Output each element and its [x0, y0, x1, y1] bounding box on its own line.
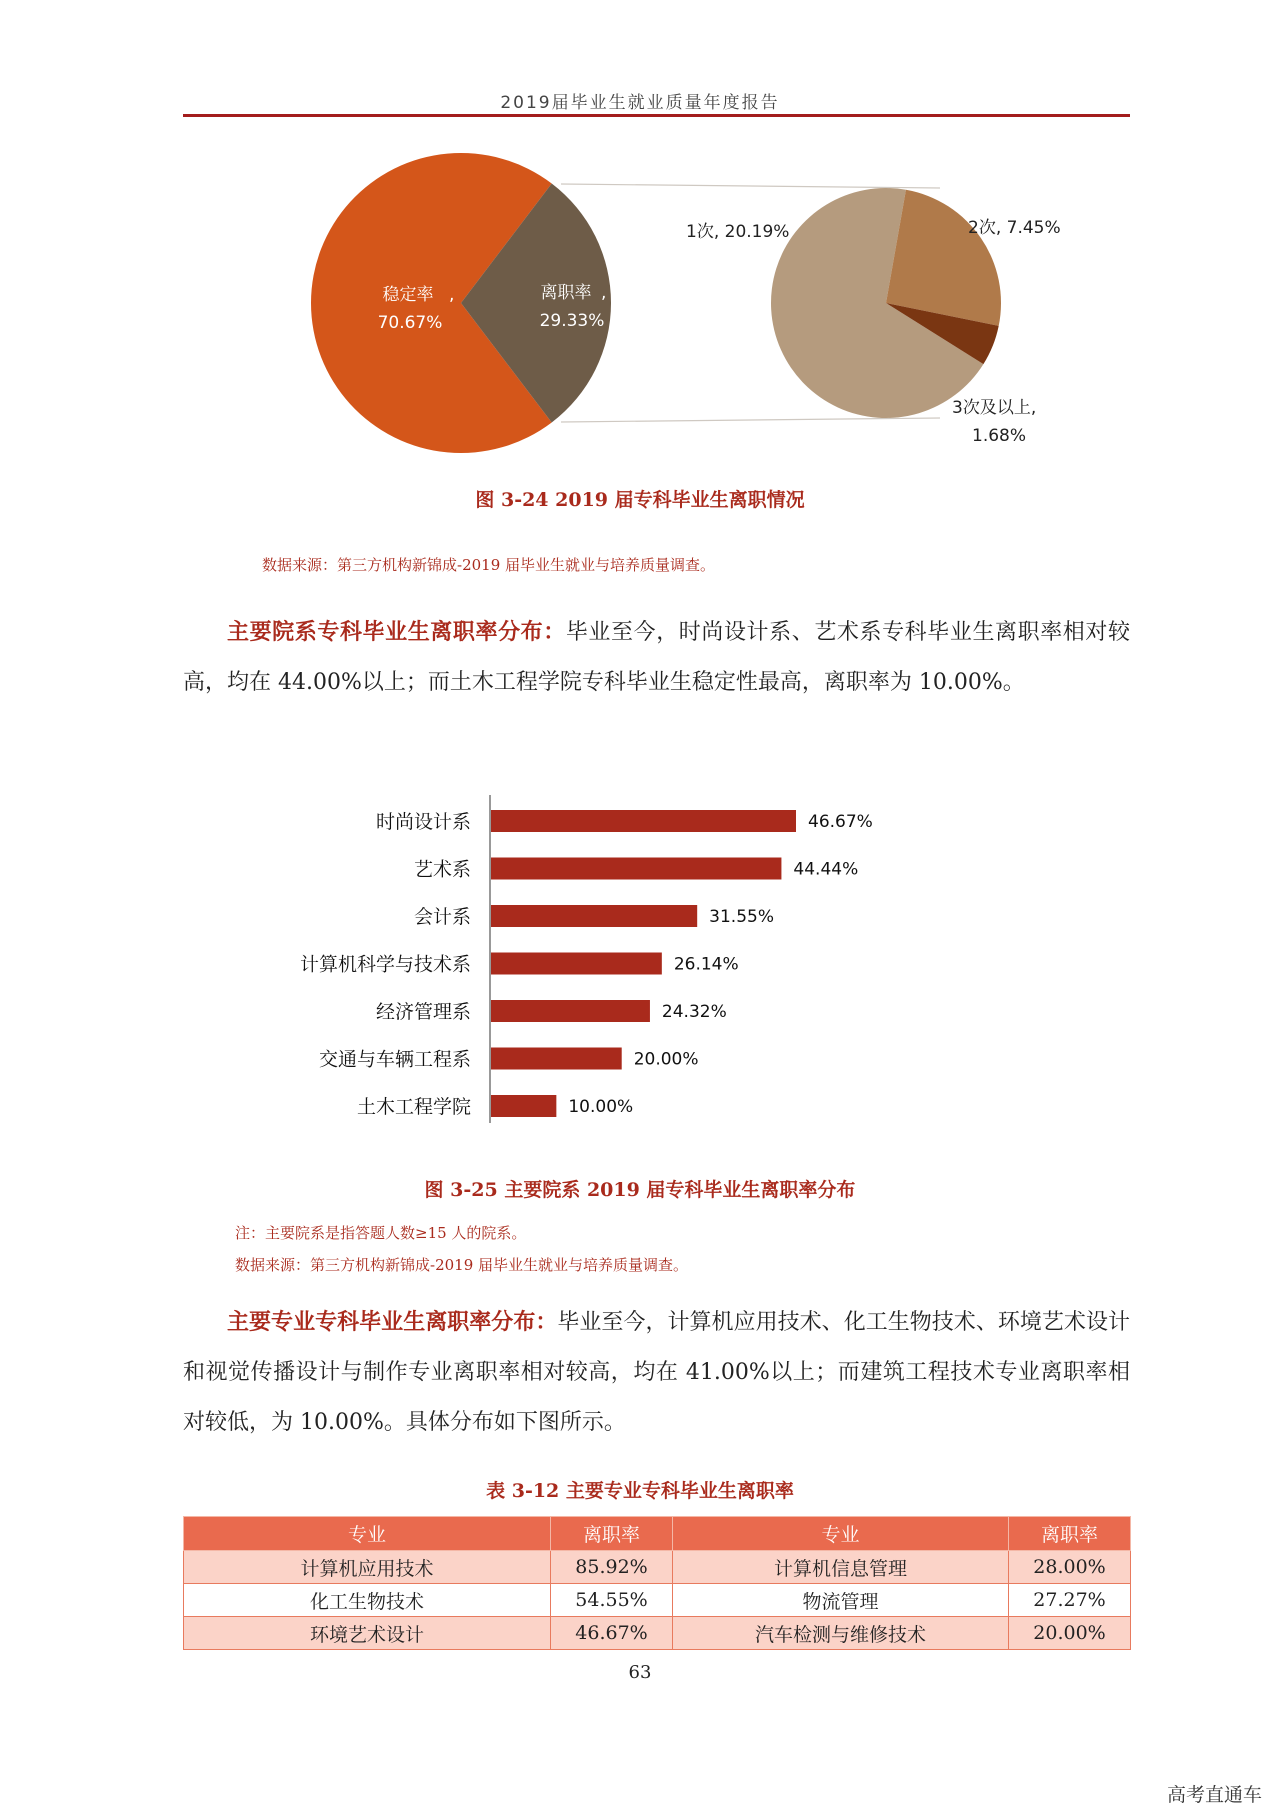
table-header-rate: 离职率: [551, 1517, 673, 1551]
sub-pie-label-once: 1次, 20.19%: [686, 222, 790, 242]
department-turnover-bar-chart: [0, 790, 1280, 1130]
bar: [491, 1000, 650, 1022]
paragraph-body: 毕业至今，时尚设计系、艺术系专科毕业生离职率相对较高，均在 44.00%以上；而土木工程学院专科毕业生稳定性最高，离职率为 10.00%。: [183, 620, 1130, 695]
table-cell-rate: 28.00%: [1009, 1551, 1131, 1584]
bar-category-label: 会计系: [413, 906, 471, 928]
table-row: [184, 1617, 1131, 1650]
bar-value-label: 10.00%: [568, 1097, 634, 1117]
table-cell-major: 化工生物技术: [184, 1584, 551, 1617]
pie-label-stable-value: 70.67%: [377, 313, 443, 333]
table-cell-major: 计算机信息管理: [673, 1551, 1009, 1584]
bar: [491, 858, 781, 880]
table-cell-rate: 27.27%: [1009, 1584, 1131, 1617]
figure-3-24-source: 数据来源：第三方机构新锦成-2019 届毕业生就业与培养质量调查。: [262, 556, 716, 574]
paragraph-lead: 主要院系专科毕业生离职率分布：: [227, 619, 566, 645]
bar: [491, 1048, 622, 1070]
bar: [491, 905, 697, 927]
bar: [491, 1095, 556, 1117]
bar-category-label: 经济管理系: [375, 1001, 471, 1023]
bar-value-label: 31.55%: [709, 907, 775, 927]
figure-3-24-caption: 图 3-24 2019 届专科毕业生离职情况: [475, 489, 805, 511]
paragraph-body: 毕业至今，计算机应用技术、化工生物技术、环境艺术设计和视觉传播设计与制作专业离职率相对较高，均在 41.00%以上；而建筑工程技术专业离职率相对较低，为 10.00%。具体分布如下图所示。: [183, 1310, 1130, 1435]
bar: [491, 810, 796, 832]
table-cell-major: 计算机应用技术: [184, 1551, 551, 1584]
pie-label-turnover-name: 离职率: [540, 283, 592, 303]
header-rule: [183, 114, 1130, 117]
page-number: 63: [628, 1662, 652, 1683]
major-turnover-table: [183, 1516, 1131, 1650]
figure-3-25-note: 注：主要院系是指答题人数≥15 人的院系。: [235, 1224, 527, 1242]
bar-category-label: 交通与车辆工程系: [318, 1048, 471, 1071]
table-cell-rate: 85.92%: [551, 1551, 673, 1584]
figure-3-25-caption: 图 3-25 主要院系 2019 届专科毕业生离职率分布: [424, 1179, 856, 1201]
pie-label-turnover-comma: ,: [601, 283, 607, 303]
table-row: [184, 1551, 1131, 1584]
pie-slice-twice: [886, 190, 1001, 326]
sub-pie-label-three-plus-line2: 1.68%: [972, 426, 1027, 446]
table-row: [184, 1584, 1131, 1617]
table-cell-rate: 46.67%: [551, 1617, 673, 1650]
bar-category-label: 计算机科学与技术系: [299, 953, 471, 976]
bar-value-label: 20.00%: [633, 1049, 699, 1070]
bar: [491, 953, 662, 975]
pie-label-stable-comma: ,: [449, 285, 455, 305]
bar-category-label: 土木工程学院: [356, 1096, 471, 1118]
sub-pie-label-three-plus-line1: 3次及以上,: [952, 398, 1037, 418]
bar-value-label: 26.14%: [673, 954, 739, 975]
table-header-row: [184, 1517, 1131, 1551]
bar-value-label: 24.32%: [661, 1002, 727, 1022]
table-header-rate: 离职率: [1009, 1517, 1131, 1551]
table-header-major: 专业: [184, 1517, 551, 1551]
table-cell-rate: 54.55%: [551, 1584, 673, 1617]
watermark: 高考直通车: [1166, 1784, 1262, 1806]
figure-3-25-source: 数据来源：第三方机构新锦成-2019 届毕业生就业与培养质量调查。: [235, 1256, 689, 1274]
paragraph-lead: 主要专业专科毕业生离职率分布：: [227, 1309, 558, 1335]
table-cell-major: 汽车检测与维修技术: [673, 1617, 1009, 1650]
connector-line-top: [561, 184, 940, 188]
paragraph-major-turnover: [183, 1297, 1130, 1448]
pie-of-pie-chart: [0, 120, 1280, 465]
bar-value-label: 46.67%: [808, 812, 873, 832]
pie-label-stable-name: 稳定率: [382, 285, 434, 305]
report-title: 2019届毕业生就业质量年度报告: [500, 93, 780, 113]
table-cell-rate: 20.00%: [1009, 1617, 1131, 1650]
paragraph-department-turnover: [183, 607, 1130, 708]
sub-pie-label-twice: 2次, 7.45%: [968, 218, 1061, 238]
table-header-major: 专业: [673, 1517, 1009, 1551]
bar-category-label: 时尚设计系: [375, 811, 471, 833]
bar-category-label: 艺术系: [413, 858, 471, 881]
table-cell-major: 环境艺术设计: [184, 1617, 551, 1650]
table-3-12-caption: 表 3-12 主要专业专科毕业生离职率: [486, 1480, 794, 1502]
table-cell-major: 物流管理: [673, 1584, 1009, 1617]
connector-line-bottom: [561, 418, 940, 422]
bar-value-label: 44.44%: [793, 859, 859, 880]
pie-label-turnover-value: 29.33%: [539, 311, 605, 331]
